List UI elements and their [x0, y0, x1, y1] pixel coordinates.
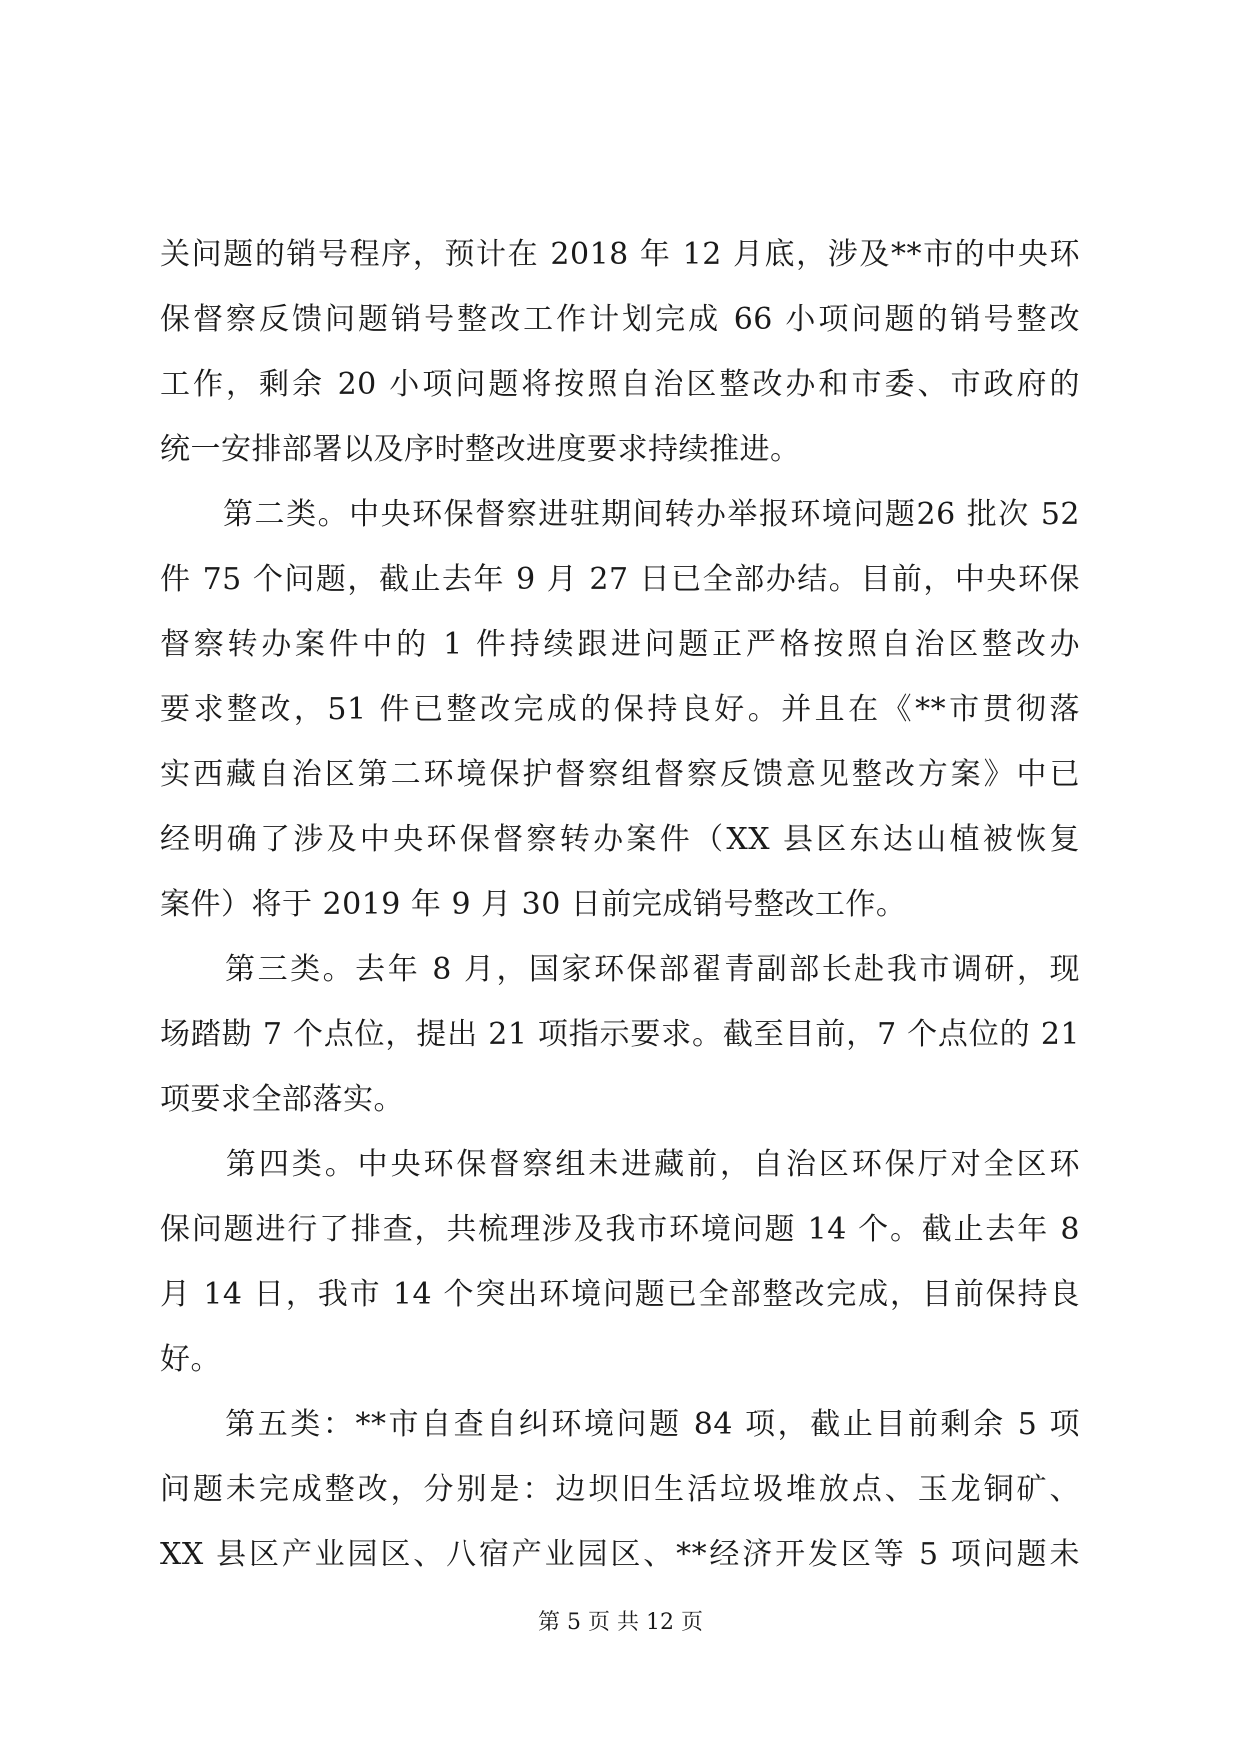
text-line: 统一安排部署以及序时整改进度要求持续推进。	[160, 432, 801, 467]
text-line: 督察转办案件中的 1 件持续跟进问题正严格按照自治区整改办	[160, 627, 1080, 662]
text-line: 保问题进行了排查，共梳理涉及我市环境问题 14 个。截止去年 8	[160, 1212, 1080, 1247]
text-line: 月 14 日，我市 14 个突出环境问题已全部整改完成，目前保持良	[160, 1277, 1080, 1312]
text-line: 工作，剩余 20 小项问题将按照自治区整改办和市委、市政府的	[160, 367, 1080, 402]
text-line: 第三类。去年 8 月，国家环保部翟青副部长赴我市调研，现	[160, 952, 1080, 987]
text-line: 要求整改，51 件已整改完成的保持良好。并且在《**市贯彻落	[160, 692, 1080, 727]
paragraph-category-4	[160, 1132, 1080, 1392]
text-line: 案件）将于 2019 年 9 月 30 日前完成销号整改工作。	[160, 887, 907, 922]
page-number-footer: 第 5 页 共 12 页	[538, 1610, 703, 1635]
document-body	[160, 222, 1080, 1587]
text-line: 件 75 个问题，截止去年 9 月 27 日已全部办结。目前，中央环保	[160, 562, 1080, 597]
text-line: 第四类。中央环保督察组未进藏前，自治区环保厅对全区环	[160, 1147, 1080, 1182]
text-line: XX 县区产业园区、八宿产业园区、**经济开发区等 5 项问题未	[160, 1537, 1080, 1572]
text-line: 好。	[160, 1342, 221, 1377]
paragraph-continued	[160, 222, 1080, 482]
text-line: 关问题的销号程序，预计在 2018 年 12 月底，涉及**市的中央环	[160, 237, 1080, 272]
text-line: 保督察反馈问题销号整改工作计划完成 66 小项问题的销号整改	[160, 302, 1080, 337]
text-line: 第五类：**市自查自纠环境问题 84 项，截止目前剩余 5 项	[160, 1407, 1080, 1442]
paragraph-category-2	[160, 482, 1080, 937]
paragraph-category-5	[160, 1392, 1080, 1587]
text-line: 经明确了涉及中央环保督察转办案件（XX 县区东达山植被恢复	[160, 822, 1080, 857]
text-line: 第二类。中央环保督察进驻期间转办举报环境问题26 批次 52	[160, 497, 1080, 532]
text-line: 实西藏自治区第二环境保护督察组督察反馈意见整改方案》中已	[160, 757, 1080, 792]
text-line: 场踏勘 7 个点位，提出 21 项指示要求。截至目前，7 个点位的 21	[160, 1017, 1080, 1052]
text-line: 项要求全部落实。	[160, 1082, 404, 1117]
text-line: 问题未完成整改，分别是：边坝旧生活垃圾堆放点、玉龙铜矿、	[160, 1472, 1080, 1507]
paragraph-category-3	[160, 937, 1080, 1132]
